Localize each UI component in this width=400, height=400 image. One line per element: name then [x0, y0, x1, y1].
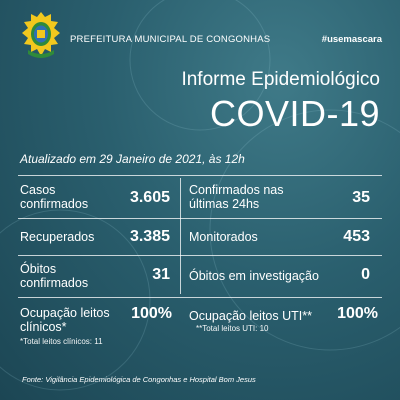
- municipality-name: PREFEITURA MUNICIPAL DE CONGONHAS: [70, 34, 271, 45]
- table-rule-2: [18, 255, 382, 256]
- ocupacao-clinicos-value: 100%: [131, 305, 172, 322]
- hashtag: #usemascara: [321, 34, 382, 45]
- monitorados-label: Monitorados: [189, 230, 258, 244]
- obitos-confirmados-label: Óbitos confirmados: [20, 262, 89, 290]
- recuperados-value: 3.385: [129, 228, 170, 245]
- table-rule-1: [18, 218, 382, 219]
- confirmados-24h-value: 35: [352, 189, 370, 206]
- report-title: COVID-19: [209, 93, 380, 134]
- casos-confirmados-label: Casos confirmados: [20, 183, 89, 211]
- obitos-investigacao-label: Óbitos em investigação: [189, 269, 319, 283]
- table-rule-top: [18, 175, 382, 176]
- monitorados-value: 453: [343, 228, 370, 245]
- total-leitos-clinicos-note: *Total leitos clínicos: 11: [20, 337, 103, 346]
- table-divider-vertical: [180, 178, 181, 294]
- obitos-investigacao-value: 0: [361, 266, 370, 283]
- header: [20, 10, 382, 60]
- recuperados-label: Recuperados: [20, 230, 95, 244]
- table-rule-3: [18, 297, 382, 298]
- confirmados-24h-label: Confirmados nas últimas 24hs: [189, 183, 284, 211]
- ocupacao-uti-value: 100%: [337, 305, 378, 322]
- source-footer: Fonte: Vigilância Epidemiológica de Congonhas e Hospital Bom Jesus: [22, 375, 256, 384]
- ocupacao-clinicos-label: Ocupação leitos clínicos*: [20, 306, 110, 334]
- total-leitos-uti-note: **Total leitos UTI: 10: [196, 324, 269, 333]
- report-subtitle: Informe Epidemiológico: [181, 69, 380, 90]
- municipal-crest-icon: [20, 10, 62, 60]
- casos-confirmados-value: 3.605: [129, 189, 170, 206]
- update-timestamp: Atualizado em 29 Janeiro de 2021, às 12h: [20, 152, 245, 166]
- ocupacao-uti-label: Ocupação leitos UTI**: [189, 309, 312, 323]
- obitos-confirmados-value: 31: [152, 266, 170, 283]
